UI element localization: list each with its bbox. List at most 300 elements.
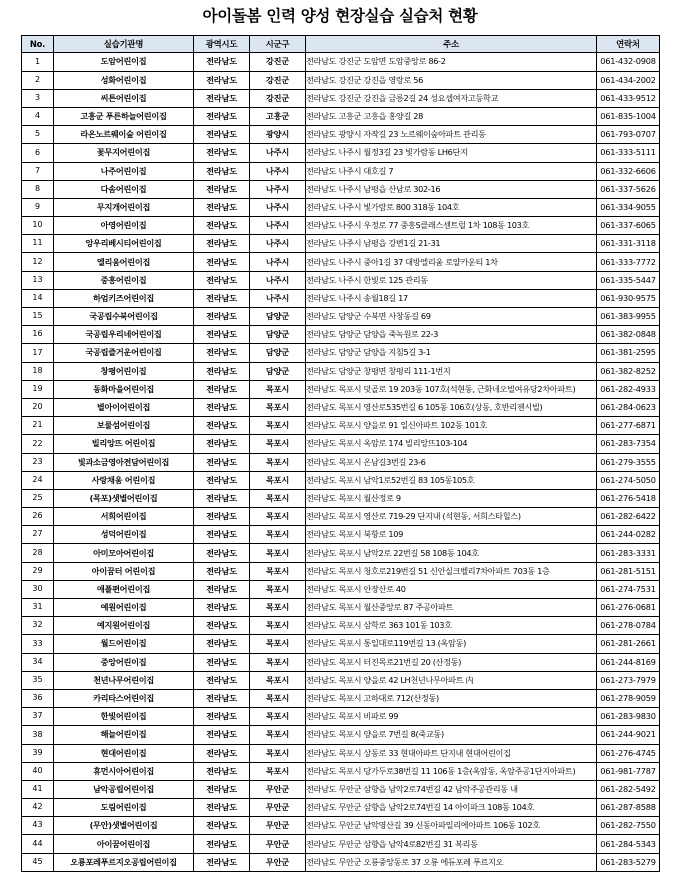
cell-institution-name: 사랑채움 어린이집 — [54, 471, 194, 489]
cell-tel: 061-383-9955 — [597, 308, 660, 326]
cell-no: 30 — [22, 580, 54, 598]
table-row — [22, 89, 660, 107]
cell-no: 22 — [22, 435, 54, 453]
practicum-institution-table — [21, 35, 660, 871]
cell-institution-name: 무지개어린이집 — [54, 198, 194, 216]
cell-address: 전라남도 목포시 양을로 42 LH천년나무아파트 内 — [306, 671, 597, 689]
cell-sido: 전라남도 — [194, 271, 250, 289]
table-row — [22, 217, 660, 235]
cell-address: 전라남도 목포시 월산중앙로 87 주공아파트 — [306, 599, 597, 617]
table-row — [22, 326, 660, 344]
table-row — [22, 708, 660, 726]
cell-address: 전라남도 무안군 삼향읍 남악4로82번길 31 복리동 — [306, 835, 597, 853]
cell-tel: 061-337-6065 — [597, 217, 660, 235]
cell-sigungu: 목포시 — [250, 653, 306, 671]
cell-sigungu: 목포시 — [250, 489, 306, 507]
cell-sigungu: 목포시 — [250, 708, 306, 726]
cell-sigungu: 목포시 — [250, 526, 306, 544]
cell-tel: 061-287-8588 — [597, 799, 660, 817]
cell-sigungu: 나주시 — [250, 271, 306, 289]
cell-sigungu: 목포시 — [250, 417, 306, 435]
cell-sigungu: 강진군 — [250, 71, 306, 89]
cell-institution-name: 별아이어린이집 — [54, 398, 194, 416]
cell-no: 9 — [22, 198, 54, 216]
cell-no: 1 — [22, 53, 54, 71]
cell-no: 7 — [22, 162, 54, 180]
cell-sido: 전라남도 — [194, 762, 250, 780]
cell-tel: 061-282-4933 — [597, 380, 660, 398]
table-body — [22, 53, 660, 871]
cell-sido: 전라남도 — [194, 671, 250, 689]
cell-institution-name: 도암어린이집 — [54, 53, 194, 71]
table-row — [22, 526, 660, 544]
cell-institution-name: 중흥어린이집 — [54, 271, 194, 289]
cell-no: 31 — [22, 599, 54, 617]
column-header-tel: 연락처 — [597, 36, 660, 53]
column-header-no: No. — [22, 36, 54, 53]
cell-tel: 061-283-9830 — [597, 708, 660, 726]
cell-tel: 061-276-5418 — [597, 489, 660, 507]
cell-sido: 전라남도 — [194, 235, 250, 253]
column-header-sigungu: 시군구 — [250, 36, 306, 53]
table-row — [22, 599, 660, 617]
table-row — [22, 635, 660, 653]
cell-institution-name: 아미모아어린이집 — [54, 544, 194, 562]
cell-address: 전라남도 목포시 양을로 91 일신아파트 102동 101호 — [306, 417, 597, 435]
cell-tel: 061-432-0908 — [597, 53, 660, 71]
cell-sigungu: 목포시 — [250, 635, 306, 653]
cell-sigungu: 나주시 — [250, 235, 306, 253]
cell-address: 전라남도 광양시 자작길 23 노르웨이숲아파트 관리동 — [306, 126, 597, 144]
cell-sido: 전라남도 — [194, 653, 250, 671]
table-row — [22, 817, 660, 835]
cell-tel: 061-276-4745 — [597, 744, 660, 762]
cell-tel: 061-434-2002 — [597, 71, 660, 89]
cell-address: 전라남도 목포시 삼학로 363 101동 103호 — [306, 617, 597, 635]
cell-institution-name: 해늘어린이집 — [54, 726, 194, 744]
cell-no: 3 — [22, 89, 54, 107]
cell-tel: 061-283-7354 — [597, 435, 660, 453]
cell-tel: 061-282-6422 — [597, 508, 660, 526]
cell-institution-name: 빛과소금영아전담어린이집 — [54, 453, 194, 471]
cell-institution-name: 오룡포레푸르지오공립어린이집 — [54, 853, 194, 871]
table-row — [22, 144, 660, 162]
table-row — [22, 253, 660, 271]
table-row — [22, 744, 660, 762]
cell-sido: 전라남도 — [194, 689, 250, 707]
cell-sigungu: 목포시 — [250, 508, 306, 526]
cell-institution-name: 라온노르웨이숲 어린이집 — [54, 126, 194, 144]
cell-address: 전라남도 담양군 수북면 사창동길 69 — [306, 308, 597, 326]
cell-institution-name: 남악공립어린이집 — [54, 780, 194, 798]
table-row — [22, 435, 660, 453]
cell-no: 23 — [22, 453, 54, 471]
cell-no: 29 — [22, 562, 54, 580]
cell-institution-name: 앙우리베시티어린이집 — [54, 235, 194, 253]
cell-tel: 061-284-5343 — [597, 835, 660, 853]
cell-institution-name: 씨튼어린이집 — [54, 89, 194, 107]
cell-sido: 전라남도 — [194, 489, 250, 507]
cell-tel: 061-282-5492 — [597, 780, 660, 798]
cell-tel: 061-279-3555 — [597, 453, 660, 471]
table-row — [22, 508, 660, 526]
cell-tel: 061-277-6871 — [597, 417, 660, 435]
table-row — [22, 726, 660, 744]
cell-tel: 061-793-0707 — [597, 126, 660, 144]
cell-tel: 061-274-7531 — [597, 580, 660, 598]
cell-no: 26 — [22, 508, 54, 526]
cell-no: 33 — [22, 635, 54, 653]
cell-institution-name: 동화마을어린이집 — [54, 380, 194, 398]
cell-address: 전라남도 무안군 오룡중앙동로 37 오룡 에듀포레 푸르지오 — [306, 853, 597, 871]
cell-tel: 061-244-8169 — [597, 653, 660, 671]
cell-address: 전라남도 나주시 중아1길 37 대방엘리움 로얄카운티 1차 — [306, 253, 597, 271]
cell-address: 전라남도 목포시 양을로 7번길 8(죽교동) — [306, 726, 597, 744]
cell-no: 16 — [22, 326, 54, 344]
cell-address: 전라남도 담양군 창평면 창평리 111-1번지 — [306, 362, 597, 380]
cell-institution-name: 아영어린이집 — [54, 217, 194, 235]
cell-address: 전라남도 무안군 삼향읍 남악2로74번길 14 아이파크 108동 104호 — [306, 799, 597, 817]
cell-sido: 전라남도 — [194, 253, 250, 271]
cell-address: 전라남도 목포시 안장산로 40 — [306, 580, 597, 598]
cell-tel: 061-981-7787 — [597, 762, 660, 780]
cell-sigungu: 목포시 — [250, 689, 306, 707]
cell-no: 32 — [22, 617, 54, 635]
cell-no: 15 — [22, 308, 54, 326]
cell-address: 전라남도 목포시 덧골로 19 203동 107호(석현동, 근화네오빌여유당2차아파트) — [306, 380, 597, 398]
table-row — [22, 671, 660, 689]
cell-institution-name: 월드어린이집 — [54, 635, 194, 653]
cell-tel: 061-835-1004 — [597, 107, 660, 125]
cell-institution-name: 하엄키즈어린이집 — [54, 289, 194, 307]
cell-tel: 061-381-2595 — [597, 344, 660, 362]
cell-address: 전라남도 나주시 송월18길 17 — [306, 289, 597, 307]
cell-no: 38 — [22, 726, 54, 744]
cell-address: 전라남도 목포시 청호로219번길 51 신안실크벨리7차아파트 703동 1층 — [306, 562, 597, 580]
cell-tel: 061-278-9059 — [597, 689, 660, 707]
cell-address: 전라남도 나주시 월정3길 23 빛가람동 LH6단지 — [306, 144, 597, 162]
cell-address: 전라남도 나주시 남평읍 강변1길 21-31 — [306, 235, 597, 253]
cell-sigungu: 강진군 — [250, 53, 306, 71]
cell-sido: 전라남도 — [194, 435, 250, 453]
table-row — [22, 544, 660, 562]
table-row — [22, 653, 660, 671]
table-row — [22, 580, 660, 598]
table-row — [22, 289, 660, 307]
cell-sido: 전라남도 — [194, 162, 250, 180]
cell-no: 10 — [22, 217, 54, 235]
table-header — [22, 36, 660, 53]
cell-no: 19 — [22, 380, 54, 398]
cell-address: 전라남도 목포시 월산정로 9 — [306, 489, 597, 507]
table-row — [22, 417, 660, 435]
cell-institution-name: 빌리앙뜨 어린이집 — [54, 435, 194, 453]
cell-sigungu: 목포시 — [250, 380, 306, 398]
cell-sido: 전라남도 — [194, 198, 250, 216]
cell-tel: 061-382-8252 — [597, 362, 660, 380]
cell-address: 전라남도 나주시 한빛로 125 관리동 — [306, 271, 597, 289]
cell-tel: 061-274-5050 — [597, 471, 660, 489]
cell-tel: 061-244-0282 — [597, 526, 660, 544]
cell-institution-name: 성덕어린이집 — [54, 526, 194, 544]
cell-sido: 전라남도 — [194, 544, 250, 562]
table-row — [22, 799, 660, 817]
cell-tel: 061-283-3331 — [597, 544, 660, 562]
cell-sido: 전라남도 — [194, 744, 250, 762]
cell-address: 전라남도 나주시 남평읍 산남로 302-16 — [306, 180, 597, 198]
cell-address: 전라남도 목포시 남악1로52번길 83 105동105호 — [306, 471, 597, 489]
cell-sido: 전라남도 — [194, 308, 250, 326]
cell-institution-name: 꽃무지어린이집 — [54, 144, 194, 162]
cell-no: 45 — [22, 853, 54, 871]
cell-address: 전라남도 목포시 옥암로 174 빌리앙뜨103-104 — [306, 435, 597, 453]
cell-no: 43 — [22, 817, 54, 835]
table-row — [22, 617, 660, 635]
cell-tel: 061-273-7979 — [597, 671, 660, 689]
cell-institution-name: 아이꿈터 어린이집 — [54, 562, 194, 580]
cell-no: 14 — [22, 289, 54, 307]
cell-no: 12 — [22, 253, 54, 271]
cell-sido: 전라남도 — [194, 53, 250, 71]
cell-no: 39 — [22, 744, 54, 762]
cell-institution-name: 아이꿈어린이집 — [54, 835, 194, 853]
cell-sigungu: 담양군 — [250, 362, 306, 380]
cell-sido: 전라남도 — [194, 217, 250, 235]
cell-address: 전라남도 목포시 통일대로119번길 13 (옥암동) — [306, 635, 597, 653]
cell-institution-name: 예지원어린이집 — [54, 617, 194, 635]
cell-address: 전라남도 목포시 영산로 719-29 단지내 (석현동, 서희스타힐스) — [306, 508, 597, 526]
cell-institution-name: (무안)샛별어린이집 — [54, 817, 194, 835]
cell-no: 5 — [22, 126, 54, 144]
table-header-row — [22, 36, 660, 53]
cell-sigungu: 목포시 — [250, 726, 306, 744]
cell-sigungu: 무안군 — [250, 835, 306, 853]
cell-sido: 전라남도 — [194, 526, 250, 544]
cell-sigungu: 담양군 — [250, 308, 306, 326]
table-row — [22, 689, 660, 707]
cell-institution-name: 고흥군 푸른하늘어린이집 — [54, 107, 194, 125]
cell-sigungu: 강진군 — [250, 89, 306, 107]
cell-sido: 전라남도 — [194, 780, 250, 798]
cell-institution-name: 국공립즐거운어린이집 — [54, 344, 194, 362]
table-row — [22, 489, 660, 507]
cell-sigungu: 고흥군 — [250, 107, 306, 125]
cell-no: 6 — [22, 144, 54, 162]
cell-sigungu: 목포시 — [250, 599, 306, 617]
cell-no: 44 — [22, 835, 54, 853]
cell-tel: 061-278-0784 — [597, 617, 660, 635]
cell-institution-name: 창평어린이집 — [54, 362, 194, 380]
cell-no: 37 — [22, 708, 54, 726]
cell-sigungu: 목포시 — [250, 744, 306, 762]
cell-no: 28 — [22, 544, 54, 562]
cell-address: 전라남도 나주시 우정로 77 중흥S클래스센트럴 1차 108동 103호 — [306, 217, 597, 235]
cell-sigungu: 목포시 — [250, 398, 306, 416]
cell-no: 4 — [22, 107, 54, 125]
cell-tel: 061-281-2661 — [597, 635, 660, 653]
cell-sido: 전라남도 — [194, 835, 250, 853]
cell-sido: 전라남도 — [194, 89, 250, 107]
cell-tel: 061-276-0681 — [597, 599, 660, 617]
cell-sido: 전라남도 — [194, 580, 250, 598]
cell-institution-name: 중앙어린이집 — [54, 653, 194, 671]
cell-sigungu: 무안군 — [250, 799, 306, 817]
table-row — [22, 180, 660, 198]
cell-no: 36 — [22, 689, 54, 707]
column-header-sido: 광역시도 — [194, 36, 250, 53]
cell-tel: 061-433-9512 — [597, 89, 660, 107]
page-title: 아이돌봄 인력 양성 현장실습 실습처 현황 — [202, 7, 478, 25]
table-row — [22, 398, 660, 416]
cell-institution-name: 보물섬어린이집 — [54, 417, 194, 435]
cell-sigungu: 무안군 — [250, 780, 306, 798]
cell-institution-name: 현대어린이집 — [54, 744, 194, 762]
cell-no: 25 — [22, 489, 54, 507]
cell-institution-name: 도림어린이집 — [54, 799, 194, 817]
cell-sigungu: 광양시 — [250, 126, 306, 144]
cell-address: 전라남도 강진군 강진읍 금릉2길 24 성요셉여자고등학교 — [306, 89, 597, 107]
cell-no: 35 — [22, 671, 54, 689]
table-row — [22, 853, 660, 871]
cell-address: 전라남도 목포시 온남길3번길 23-6 — [306, 453, 597, 471]
cell-sido: 전라남도 — [194, 708, 250, 726]
cell-tel: 061-930-9575 — [597, 289, 660, 307]
cell-sido: 전라남도 — [194, 617, 250, 635]
cell-sido: 전라남도 — [194, 562, 250, 580]
cell-no: 11 — [22, 235, 54, 253]
cell-no: 17 — [22, 344, 54, 362]
cell-sido: 전라남도 — [194, 398, 250, 416]
cell-no: 24 — [22, 471, 54, 489]
cell-institution-name: 서희어린이집 — [54, 508, 194, 526]
cell-address: 전라남도 담양군 담양읍 죽녹원로 22-3 — [306, 326, 597, 344]
cell-tel: 061-382-0848 — [597, 326, 660, 344]
cell-address: 전라남도 목포시 상동로 33 현대아파트 단지내 현대어린이집 — [306, 744, 597, 762]
cell-tel: 061-332-6606 — [597, 162, 660, 180]
cell-institution-name: 카리타스어린이집 — [54, 689, 194, 707]
cell-sigungu: 무안군 — [250, 817, 306, 835]
cell-sido: 전라남도 — [194, 126, 250, 144]
cell-address: 전라남도 목포시 터진목로21번길 20 (산정동) — [306, 653, 597, 671]
cell-no: 8 — [22, 180, 54, 198]
cell-sido: 전라남도 — [194, 817, 250, 835]
cell-sigungu: 담양군 — [250, 344, 306, 362]
cell-address: 전라남도 고흥군 고흥읍 홍양길 28 — [306, 107, 597, 125]
table-row — [22, 198, 660, 216]
table-row — [22, 71, 660, 89]
cell-address: 전라남도 목포시 비파로 99 — [306, 708, 597, 726]
cell-sido: 전라남도 — [194, 599, 250, 617]
cell-sigungu: 나주시 — [250, 289, 306, 307]
cell-sigungu: 나주시 — [250, 253, 306, 271]
table-row — [22, 471, 660, 489]
table-row — [22, 780, 660, 798]
cell-sigungu: 나주시 — [250, 144, 306, 162]
cell-sigungu: 나주시 — [250, 180, 306, 198]
cell-address: 전라남도 목포시 당가두로38번길 11 106동 1층(옥암동, 옥암주공1단지아파트) — [306, 762, 597, 780]
cell-no: 42 — [22, 799, 54, 817]
cell-address: 전라남도 강진군 도암면 도암중앙로 86-2 — [306, 53, 597, 71]
cell-sigungu: 나주시 — [250, 217, 306, 235]
cell-sido: 전라남도 — [194, 508, 250, 526]
cell-tel: 061-283-5279 — [597, 853, 660, 871]
cell-institution-name: 천년나무어린이집 — [54, 671, 194, 689]
cell-sido: 전라남도 — [194, 362, 250, 380]
column-header-name: 실습기관명 — [54, 36, 194, 53]
table-row — [22, 235, 660, 253]
cell-sido: 전라남도 — [194, 144, 250, 162]
cell-tel: 061-335-5447 — [597, 271, 660, 289]
cell-sido: 전라남도 — [194, 726, 250, 744]
cell-sido: 전라남도 — [194, 344, 250, 362]
cell-address: 전라남도 나주시 빛가람로 800 318동 104호 — [306, 198, 597, 216]
cell-institution-name: 휴먼시아어린이집 — [54, 762, 194, 780]
cell-institution-name: 한빛어린이집 — [54, 708, 194, 726]
table-row — [22, 362, 660, 380]
cell-address: 전라남도 무안군 남악영산길 39 신동아파밀리에아파트 106동 102호 — [306, 817, 597, 835]
cell-address: 전라남도 강진군 강진읍 영랑로 56 — [306, 71, 597, 89]
cell-sigungu: 목포시 — [250, 617, 306, 635]
cell-sido: 전라남도 — [194, 289, 250, 307]
table-row — [22, 126, 660, 144]
cell-tel: 061-333-5111 — [597, 144, 660, 162]
table-row — [22, 107, 660, 125]
table-row — [22, 453, 660, 471]
cell-institution-name: 엘리움어린이집 — [54, 253, 194, 271]
cell-sigungu: 목포시 — [250, 544, 306, 562]
cell-sigungu: 목포시 — [250, 562, 306, 580]
cell-no: 34 — [22, 653, 54, 671]
table-row — [22, 53, 660, 71]
column-header-address: 주소 — [306, 36, 597, 53]
cell-institution-name: 성화어린이집 — [54, 71, 194, 89]
cell-sigungu: 목포시 — [250, 435, 306, 453]
cell-address: 전라남도 목포시 영산로535번길 6 105동 106호(상동, 호반리젠시빌) — [306, 398, 597, 416]
cell-tel: 061-334-9055 — [597, 198, 660, 216]
cell-tel: 061-284-0623 — [597, 398, 660, 416]
cell-no: 2 — [22, 71, 54, 89]
cell-address: 전라남도 목포시 고하대로 712(산정동) — [306, 689, 597, 707]
cell-sigungu: 목포시 — [250, 471, 306, 489]
cell-sido: 전라남도 — [194, 107, 250, 125]
cell-tel: 061-282-7550 — [597, 817, 660, 835]
cell-institution-name: 예원어린이집 — [54, 599, 194, 617]
cell-no: 27 — [22, 526, 54, 544]
table-row — [22, 380, 660, 398]
cell-sido: 전라남도 — [194, 799, 250, 817]
cell-institution-name: 애플편어린이집 — [54, 580, 194, 598]
cell-address: 전라남도 무안군 삼향읍 남악2로74번길 42 남악주공관리동 내 — [306, 780, 597, 798]
cell-sido: 전라남도 — [194, 180, 250, 198]
table-row — [22, 344, 660, 362]
table-row — [22, 162, 660, 180]
cell-sido: 전라남도 — [194, 635, 250, 653]
cell-sigungu: 무안군 — [250, 853, 306, 871]
cell-institution-name: 국공립수북어린이집 — [54, 308, 194, 326]
cell-sido: 전라남도 — [194, 326, 250, 344]
cell-no: 20 — [22, 398, 54, 416]
cell-sido: 전라남도 — [194, 71, 250, 89]
cell-no: 40 — [22, 762, 54, 780]
cell-address: 전라남도 목포시 남악2로 22번길 58 108동 104호 — [306, 544, 597, 562]
cell-no: 41 — [22, 780, 54, 798]
cell-tel: 061-281-5151 — [597, 562, 660, 580]
cell-institution-name: 나주어린이집 — [54, 162, 194, 180]
table-row — [22, 762, 660, 780]
cell-address: 전라남도 나주시 대호길 7 — [306, 162, 597, 180]
cell-sigungu: 나주시 — [250, 162, 306, 180]
cell-sigungu: 나주시 — [250, 198, 306, 216]
